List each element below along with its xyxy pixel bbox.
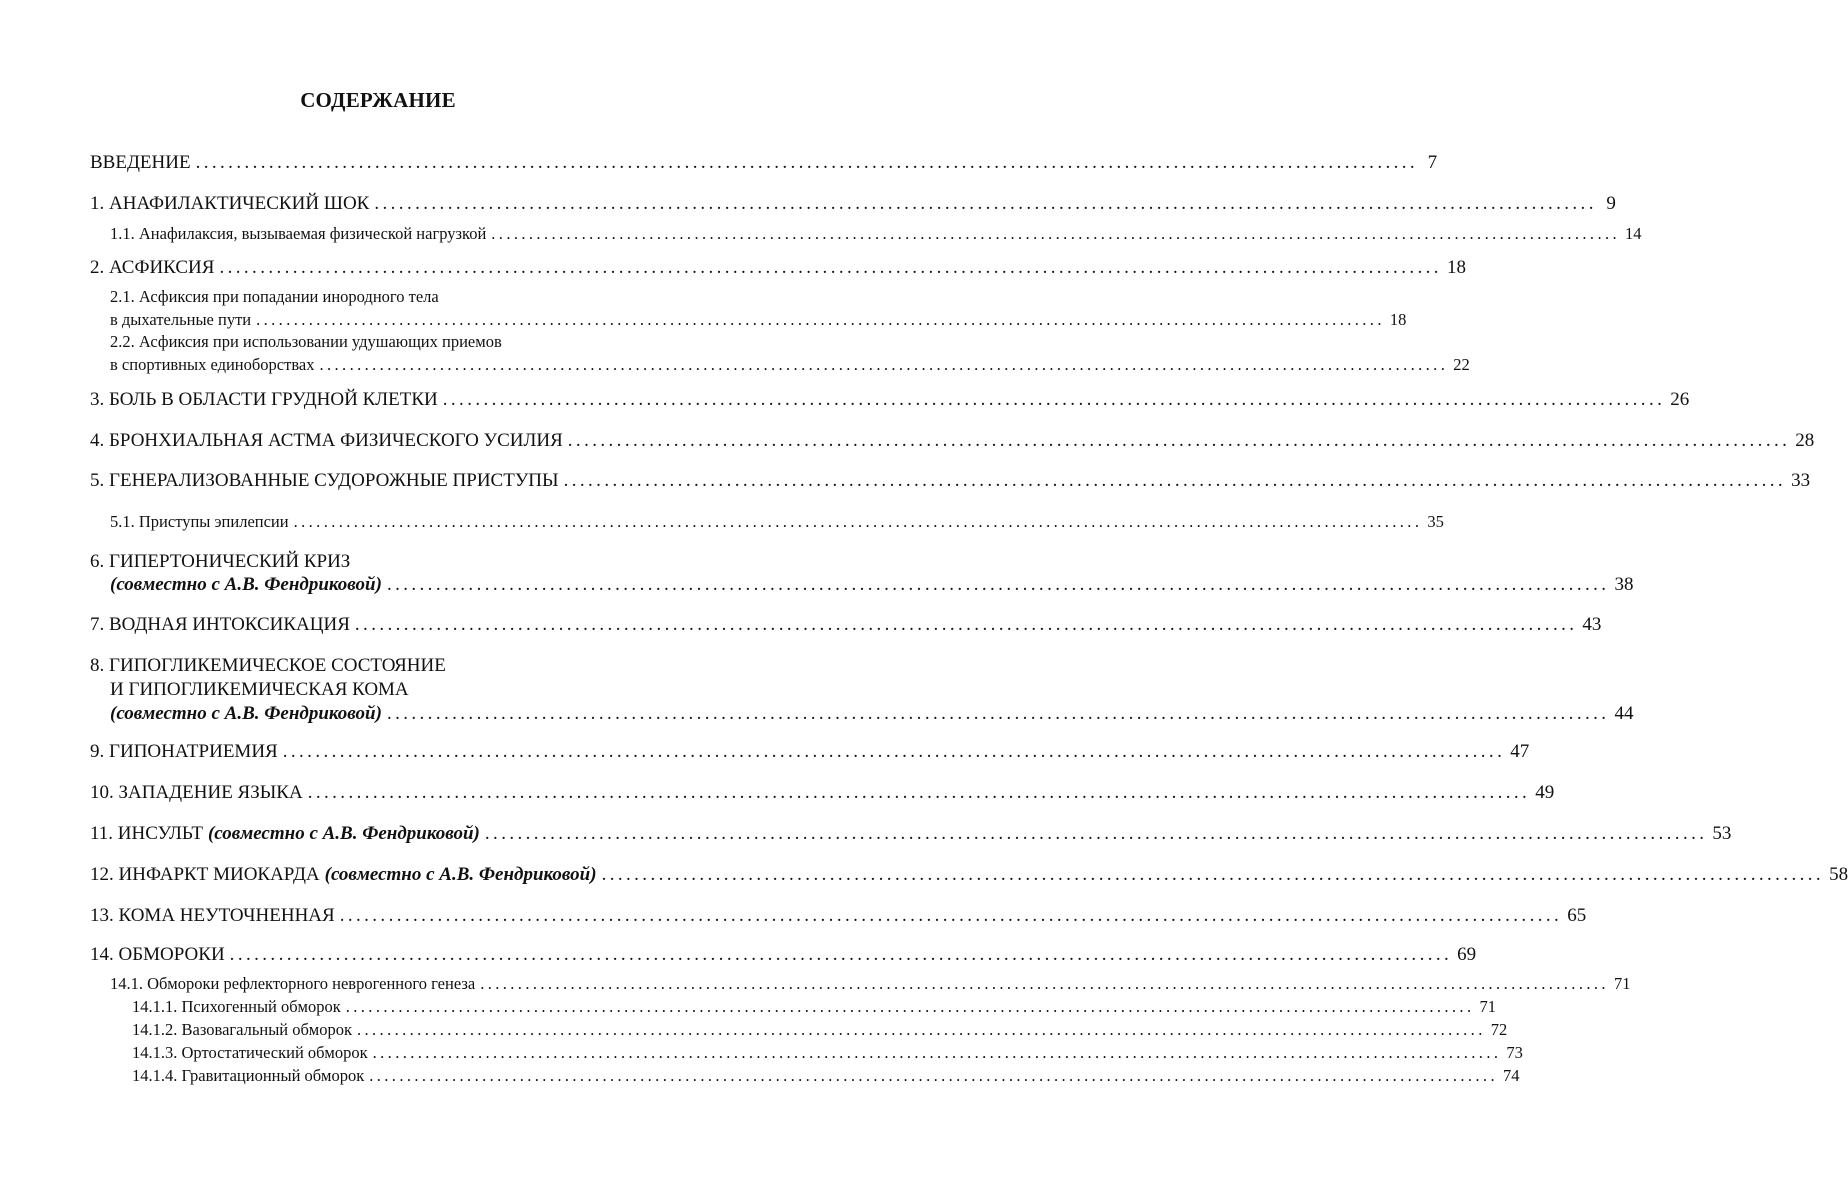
toc-entry-subsection-14-1-4[interactable] (132, 1066, 1520, 1086)
dot-leader: ...................................................................................................................................................... (319, 355, 1449, 374)
toc-entry-chapter-6[interactable] (110, 574, 1634, 596)
toc-page-number: 49 (1535, 782, 1555, 803)
toc-entry-section-5-1[interactable] (110, 512, 1444, 532)
toc-entry-text: 14.1. Обмороки рефлекторного неврогенного генеза (110, 974, 476, 993)
dot-leader: ...................................................................................................................................................... (369, 1066, 1498, 1085)
toc-entry-coauthor: (совместно с А.В. Фендриковой) (110, 703, 382, 724)
toc-entry-text: 5. ГЕНЕРАЛИЗОВАННЫЕ СУДОРОЖНЫЕ ПРИСТУПЫ (90, 470, 559, 491)
toc-page-number: 47 (1510, 741, 1530, 762)
toc-entry-chapter-5[interactable] (90, 470, 1811, 492)
toc-page-number: 44 (1614, 703, 1634, 724)
toc-entry-subsection-14-1-2[interactable] (132, 1020, 1508, 1040)
toc-page-number: 58 (1829, 864, 1848, 885)
toc-page-number: 18 (1446, 257, 1466, 278)
toc-entry-chapter-4[interactable] (90, 430, 1815, 452)
toc-page-number: 28 (1795, 430, 1815, 451)
toc-entry-text: 12. ИНФАРКТ МИОКАРДА (90, 864, 320, 885)
dot-leader: ...................................................................................................................................................... (195, 152, 1419, 173)
toc-page-number: 7 (1427, 152, 1438, 173)
dot-leader: ...................................................................................................................................................... (219, 257, 1442, 278)
toc-entry-text: 14.1.3. Ортостатический обморок (132, 1043, 368, 1062)
toc-entry-introduction[interactable] (90, 152, 1438, 174)
dot-leader: ...................................................................................................................................................... (442, 389, 1666, 410)
toc-entry-section-14-1[interactable] (110, 974, 1631, 994)
toc-entry-chapter-8-line1[interactable]: 8. ГИПОГЛИКЕМИЧЕСКОЕ СОСТОЯНИЕ (90, 655, 446, 676)
toc-page-number: 72 (1490, 1020, 1508, 1039)
toc-entry-chapter-10[interactable] (90, 782, 1555, 804)
dot-leader: ...................................................................................................................................................... (354, 614, 1578, 635)
toc-page-number: 26 (1670, 389, 1690, 410)
toc-entry-text: 2. АСФИКСИЯ (90, 257, 215, 278)
dot-leader: ...................................................................................................................................................... (356, 1020, 1486, 1039)
dot-leader: ...................................................................................................................................................... (256, 310, 1385, 329)
dot-leader: ...................................................................................................................................................... (601, 864, 1825, 885)
toc-page-number: 33 (1791, 470, 1811, 491)
toc-page-number: 14 (1625, 224, 1642, 243)
toc-entry-chapter-6-line1[interactable]: 6. ГИПЕРТОНИЧЕСКИЙ КРИЗ (90, 551, 351, 572)
dot-leader: ...................................................................................................................................................... (372, 1043, 1502, 1062)
toc-page-number: 71 (1613, 974, 1631, 993)
toc-page-number: 38 (1614, 574, 1634, 595)
toc-entry-chapter-12[interactable] (90, 864, 1848, 886)
toc-entry-chapter-9[interactable] (90, 741, 1530, 763)
toc-entry-section-2-1[interactable] (110, 310, 1407, 330)
toc-page-number: 22 (1453, 355, 1470, 374)
toc-page-number: 43 (1582, 614, 1602, 635)
toc-entry-chapter-8-line2[interactable]: И ГИПОГЛИКЕМИЧЕСКАЯ КОМА (110, 679, 409, 700)
dot-leader: ...................................................................................................................................................... (491, 224, 1621, 243)
toc-entry-text: 14.1.4. Гравитационный обморок (132, 1066, 365, 1085)
dot-leader: ...................................................................................................................................................... (282, 741, 1506, 762)
dot-leader: ...................................................................................................................................................... (229, 944, 1453, 965)
toc-entry-subsection-14-1-3[interactable] (132, 1043, 1523, 1063)
toc-entry-coauthor: (совместно с А.В. Фендриковой) (110, 574, 382, 595)
dot-leader: ...................................................................................................................................................... (339, 905, 1563, 926)
toc-entry-text: 1.1. Анафилаксия, вызываемая физической нагрузкой (110, 224, 487, 243)
toc-page-number: 71 (1479, 997, 1496, 1016)
toc-entry-section-2-2-line1[interactable]: 2.2. Асфиксия при использовании удушающих приемов (110, 332, 502, 351)
toc-entry-text: 10. ЗАПАДЕНИЕ ЯЗЫКА (90, 782, 303, 803)
dot-leader: ...................................................................................................................................................... (386, 703, 1610, 724)
toc-page-number: 69 (1457, 944, 1477, 965)
toc-entry-text: 14. ОБМОРОКИ (90, 944, 225, 965)
toc-page-number: 18 (1389, 310, 1407, 329)
toc-entry-coauthor: (совместно с А.В. Фендриковой) (324, 864, 597, 885)
dot-leader: ...................................................................................................................................................... (345, 997, 1475, 1016)
toc-entry-section-1-1[interactable] (110, 224, 1642, 244)
toc-entry-text: 5.1. Приступы эпилепсии (110, 512, 289, 531)
toc-entry-section-2-2[interactable] (110, 355, 1470, 375)
toc-entry-chapter-1[interactable] (90, 193, 1616, 215)
toc-entry-text: 11. ИНСУЛЬТ (90, 823, 203, 844)
toc-page-number: 65 (1567, 905, 1587, 926)
toc-page-number: 73 (1506, 1043, 1523, 1062)
dot-leader: ...................................................................................................................................................... (484, 823, 1708, 844)
toc-entry-text: 3. БОЛЬ В ОБЛАСТИ ГРУДНОЙ КЛЕТКИ (90, 389, 438, 410)
toc-entry-text: 9. ГИПОНАТРИЕМИЯ (90, 741, 278, 762)
dot-leader: ...................................................................................................................................................... (563, 470, 1787, 491)
toc-entry-chapter-3[interactable] (90, 389, 1690, 411)
dot-leader: ...................................................................................................................................................... (386, 574, 1610, 595)
dot-leader: ...................................................................................................................................................... (293, 512, 1423, 531)
toc-page-number: 74 (1502, 1066, 1520, 1085)
dot-leader: ...................................................................................................................................................... (567, 430, 1791, 451)
toc-entry-text: 1. АНАФИЛАКТИЧЕСКИЙ ШОК (90, 193, 370, 214)
dot-leader: ...................................................................................................................................................... (480, 974, 1609, 993)
toc-entry-text: ВВЕДЕНИЕ (90, 152, 191, 173)
toc-entry-chapter-7[interactable] (90, 614, 1602, 636)
toc-entry-subsection-14-1-1[interactable] (132, 997, 1496, 1017)
toc-entry-text: в дыхательные пути (110, 310, 252, 329)
toc-entry-chapter-8[interactable] (110, 703, 1634, 725)
page-title: СОДЕРЖАНИЕ (300, 88, 456, 112)
toc-entry-chapter-2[interactable] (90, 257, 1466, 279)
toc-entry-chapter-11[interactable] (90, 823, 1732, 845)
toc-page-number: 35 (1427, 512, 1444, 531)
toc-entry-text: 4. БРОНХИАЛЬНАЯ АСТМА ФИЗИЧЕСКОГО УСИЛИЯ (90, 430, 563, 451)
toc-page-number: 53 (1712, 823, 1732, 844)
dot-leader: ...................................................................................................................................................... (374, 193, 1597, 214)
toc-entry-text: 7. ВОДНАЯ ИНТОКСИКАЦИЯ (90, 614, 350, 635)
toc-entry-chapter-13[interactable] (90, 905, 1587, 927)
toc-entry-coauthor: (совместно с А.В. Фендриковой) (207, 823, 480, 844)
dot-leader: ...................................................................................................................................................... (307, 782, 1531, 803)
toc-entry-text: 14.1.1. Психогенный обморок (132, 997, 341, 1016)
toc-entry-section-2-1-line1[interactable]: 2.1. Асфиксия при попадании инородного тела (110, 287, 439, 306)
toc-page-number: 9 (1606, 193, 1616, 214)
toc-entry-text: в спортивных единоборствах (110, 355, 315, 374)
toc-entry-chapter-14[interactable] (90, 944, 1477, 966)
toc-entry-text: 14.1.2. Вазовагальный обморок (132, 1020, 352, 1039)
toc-entry-text: 13. КОМА НЕУТОЧНЕННАЯ (90, 905, 335, 926)
